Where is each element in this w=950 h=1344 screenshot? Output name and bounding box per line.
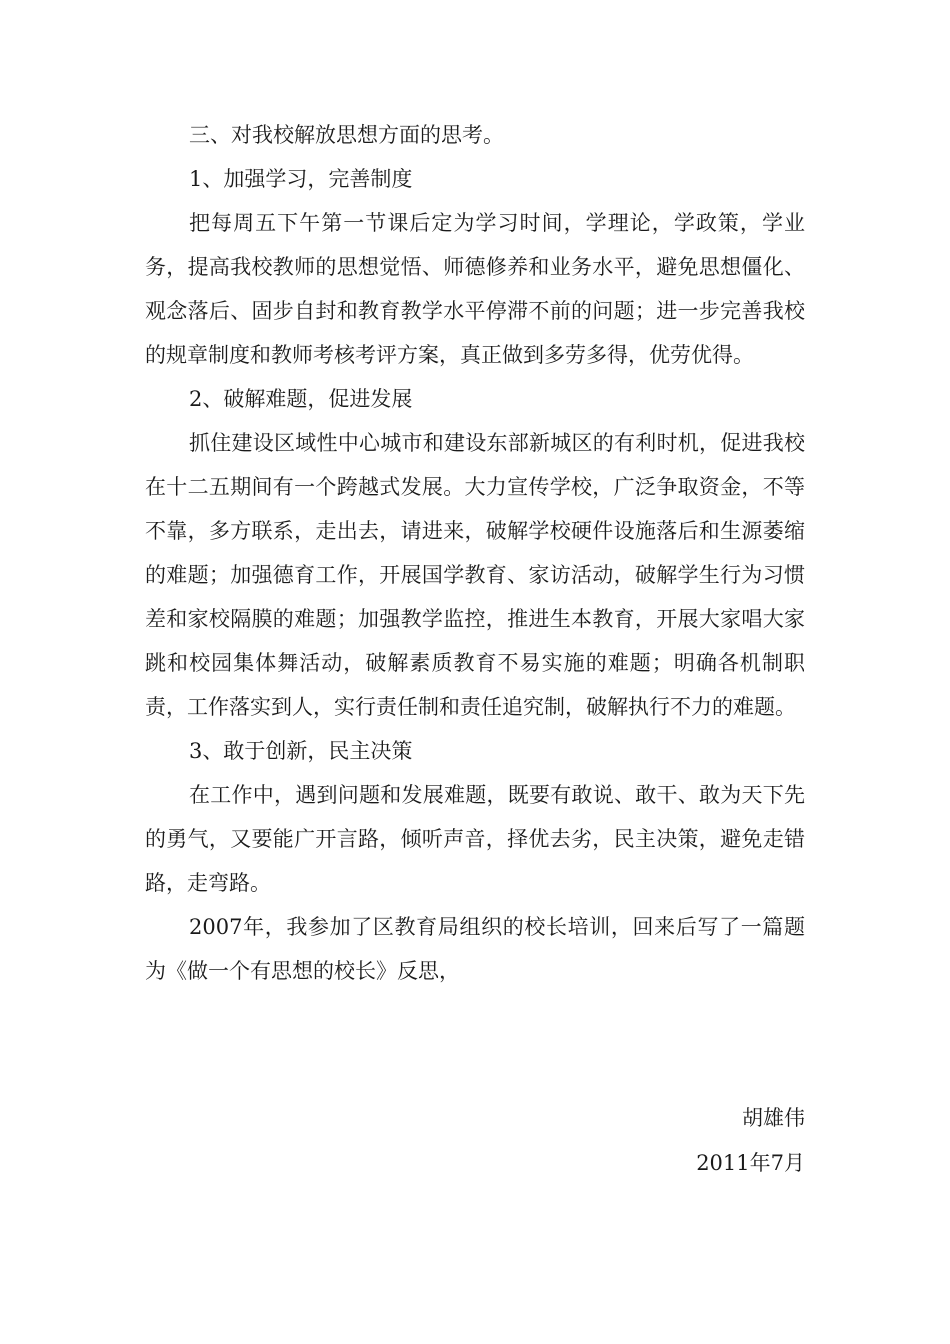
- subsection-heading: 2、破解难题，促进发展: [189, 387, 413, 411]
- section-heading: 三、对我校解放思想方面的思考。: [189, 123, 504, 147]
- body-paragraph: 在工作中，遇到问题和发展难题，既要有敢说、敢干、敢为天下先的勇气，又要能广开言路，倾听声音，择优去劣，民主决策，避免走错路，走弯路。: [145, 783, 805, 895]
- signature-date: 2011年7月: [696, 1151, 805, 1175]
- document-body: [145, 113, 805, 993]
- closing-paragraph: 2007年，我参加了区教育局组织的校长培训，回来后写了一篇题为《做一个有思想的校长》反思，: [145, 915, 805, 983]
- subsection-heading: 3、敢于创新，民主决策: [189, 739, 413, 763]
- body-paragraph: 抓住建设区域性中心城市和建设东部新城区的有利时机，促进我校在十二五期间有一个跨越式发展。大力宣传学校，广泛争取资金，不等不靠，多方联系，走出去，请进来，破解学校硬件设施落后和生源萎缩的难题；加强德育工作，开展国学教育、家访活动，破解学生行为习惯差和家校隔膜的难题；加强教学监控，推进生本教育，开展大家唱大家跳和校园集体舞活动，破解素质教育不易实施的难题；明确各机制职责，工作落实到人，实行责任制和责任追究制，破解执行不力的难题。: [145, 431, 805, 719]
- subsection-heading: 1、加强学习，完善制度: [189, 167, 413, 191]
- body-paragraph: 把每周五下午第一节课后定为学习时间，学理论，学政策，学业务，提高我校教师的思想觉悟、师德修养和业务水平，避免思想僵化、观念落后、固步自封和教育教学水平停滞不前的问题；进一步完善我校的规章制度和教师考核考评方案，真正做到多劳多得，优劳优得。: [145, 211, 805, 367]
- signature-name: 胡雄伟: [742, 1106, 805, 1130]
